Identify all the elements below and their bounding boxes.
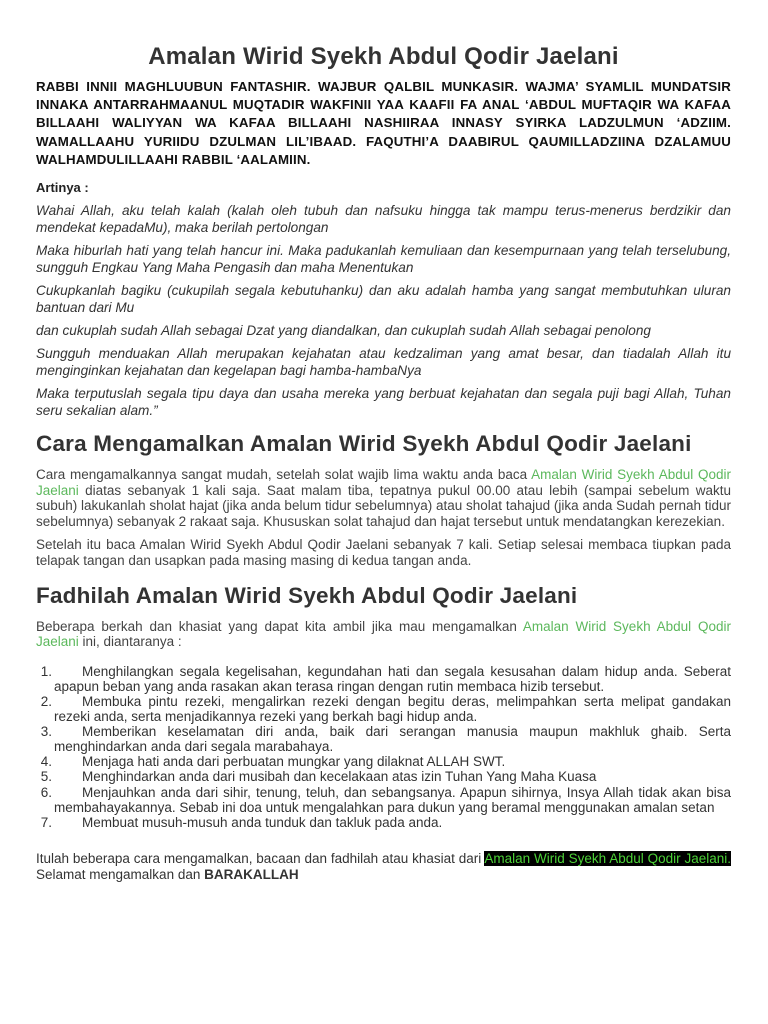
translation-line-6: Maka terputuslah segala tipu daya dan usaha mereka yang berbuat kejahatan dan segala puji bagi Allah, Tuhan seru sekalian alam.” [36, 386, 731, 419]
list-item [40, 663, 731, 694]
list-item-number: 6. [40, 784, 52, 800]
closing-text-middle: Selamat mengamalkan dan [36, 866, 205, 882]
arabic-wirid-text: RABBI INNII MAGHLUUBUN FANTASHIR. WAJBUR QALBIL MUNKASIR. WAJMA’ SYAMLIL MUNDATSIR INNAKA ANTARRAHMAANUL MUQTADIR WAKFINII YAA KAAFII FA ANAL ‘ABDUL MUFTAQIR WA KAFAA BILLAAHI WALIYYAN WA KAFAA BILLAAHI NASHIIRAA INNASY SYIRKA LADZULMUN ‘ADZIIM. WAMALLAAHU YURIIDU DZULMAN LIL’IBAAD. FAQUTHI’A DAABIRUL QAUMILLADZIINA DZALAMUU WALHAMDULILLAAHI RABBIL ‘AALAMIIN. [36, 79, 731, 167]
translation-line-2: Maka hiburlah hati yang telah hancur ini. Maka padukanlah kemuliaan dan kesempurnaan yang telah terselubung, sungguh Engkau Yang Maha Pengasih dan maha Menentukan [36, 243, 731, 276]
list-item-text: Menghilangkan segala kegelisahan, kegundahan hati dan segala kesusahan dalam hidup anda. Seberat apapun beban yang anda rasakan akan terasa ringan dengan rutin membaca hizib tersebut. [54, 663, 731, 694]
list-item [40, 754, 731, 770]
list-item [40, 814, 731, 830]
list-item-text: Menjaga hati anda dari perbuatan mungkar yang dilaknat ALLAH SWT. [82, 754, 506, 770]
fadhilah-intro-before: Beberapa berkah dan khasiat yang dapat kita ambil jika mau mengamalkan [36, 618, 523, 634]
list-item-text: Memberikan keselamatan diri anda, baik dari serangan manusia maupun makhluk ghaib. Serta menghindarkan anda dari segala marabahaya. [54, 724, 731, 755]
fadhilah-amalan-link[interactable]: Amalan Wirid Syekh Abdul Qodir Jaelani [36, 618, 731, 650]
fadhilah-list [36, 664, 731, 830]
fadhilah-intro [36, 619, 731, 650]
list-item-number: 3. [40, 724, 52, 740]
cara-paragraph-2: Setelah itu baca Amalan Wirid Syekh Abdul Qodir Jaelani sebanyak 7 kali. Setiap selesai membaca tiupkan pada telapak tangan dan usapkan pada masing masing di kedua tangan anda. [36, 537, 731, 568]
list-item [40, 693, 731, 725]
list-item-number: 7. [40, 814, 52, 830]
closing-paragraph [36, 851, 731, 883]
list-item-text: Membuat musuh-musuh anda tunduk dan takluk pada anda. [82, 814, 443, 830]
artinya-label: Artinya : [36, 180, 89, 196]
list-item-number: 1. [40, 663, 52, 679]
closing-text-before: Itulah beberapa cara mengamalkan, bacaan dan fadhilah atau khasiat dari [36, 850, 485, 866]
translation-line-5: Sungguh menduakan Allah merupakan kejahatan atau kedzaliman yang amat besar, dan tiadalah Allah itu menginginkan kejahatan dan kegelapan bagi hamba-hambaNya [36, 346, 731, 379]
list-item-number: 5. [40, 769, 52, 785]
cara-amalan-link[interactable]: Amalan Wirid Syekh Abdul Qodir Jaelani [36, 467, 731, 498]
translation-line-4: dan cukuplah sudah Allah sebagai Dzat yang diandalkan, dan cukuplah sudah Allah sebagai penolong [36, 323, 651, 339]
closing-amalan-link[interactable]: Amalan Wirid Syekh Abdul Qodir Jaelani. [484, 850, 731, 866]
list-item-number: 2. [40, 693, 52, 709]
list-item-text: Menghindarkan anda dari musibah dan kecelakaan atas izin Tuhan Yang Maha Kuasa [82, 769, 597, 785]
cara-p1-text-after: diatas sebanyak 1 kali saja. Saat malam tiba, tepatnya pukul 00.00 atau lebih (sampai sebelum waktu subuh) lakukanlah sholat hajat (jika anda belum tidur sebelumnya) atau sholat tahajud (jika anda Sudah pernah tidur sebelumnya) sebanyak 2 rakaat saja. Khususkan solat tahajud dan hajat tersebut untuk mendatangkan kerezekian. [36, 482, 731, 529]
page-title: Amalan Wirid Syekh Abdul Qodir Jaelani [148, 43, 619, 70]
cara-paragraph-1 [36, 467, 731, 529]
translation-line-1: Wahai Allah, aku telah kalah (kalah oleh tubuh dan nafsuku hingga tak mampu terus-menerus berdzikir dan mendekat kepadaMu), maka berilah pertolongan [36, 203, 731, 236]
list-item [40, 784, 731, 815]
section-heading-fadhilah: Fadhilah Amalan Wirid Syekh Abdul Qodir Jaelani [36, 582, 578, 608]
closing-barakallah: BARAKALLAH [204, 866, 299, 882]
translation-line-3: Cukupkanlah bagiku (cukupilah segala kebutuhanku) dan aku adalah hamba yang sangat membutuhkan uluran bantuan dari Mu [36, 283, 731, 316]
list-item-text: Menjauhkan anda dari sihir, tenung, teluh, dan sebangsanya. Apapun sihirnya, Insya Allah tidak akan bisa membahayakannya. Sebab ini doa untuk mengalahkan para dukun yang beramal menggunakan amalan setan [54, 784, 731, 815]
cara-p1-text-before: Cara mengamalkannya sangat mudah, setelah solat wajib lima waktu anda baca [36, 467, 532, 483]
list-item-text: Membuka pintu rezeki, mengalirkan rezeki dengan begitu deras, melimpahkan serta melipat gandakan rezeki anda, serta menjadikannya rezeki yang berkah bagi hidup anda. [54, 693, 731, 725]
list-item-number: 4. [40, 754, 52, 770]
section-heading-cara: Cara Mengamalkan Amalan Wirid Syekh Abdul Qodir Jaelani [36, 431, 692, 457]
list-item [40, 769, 731, 785]
fadhilah-intro-after: ini, diantaranya : [78, 634, 182, 650]
list-item [40, 724, 731, 755]
